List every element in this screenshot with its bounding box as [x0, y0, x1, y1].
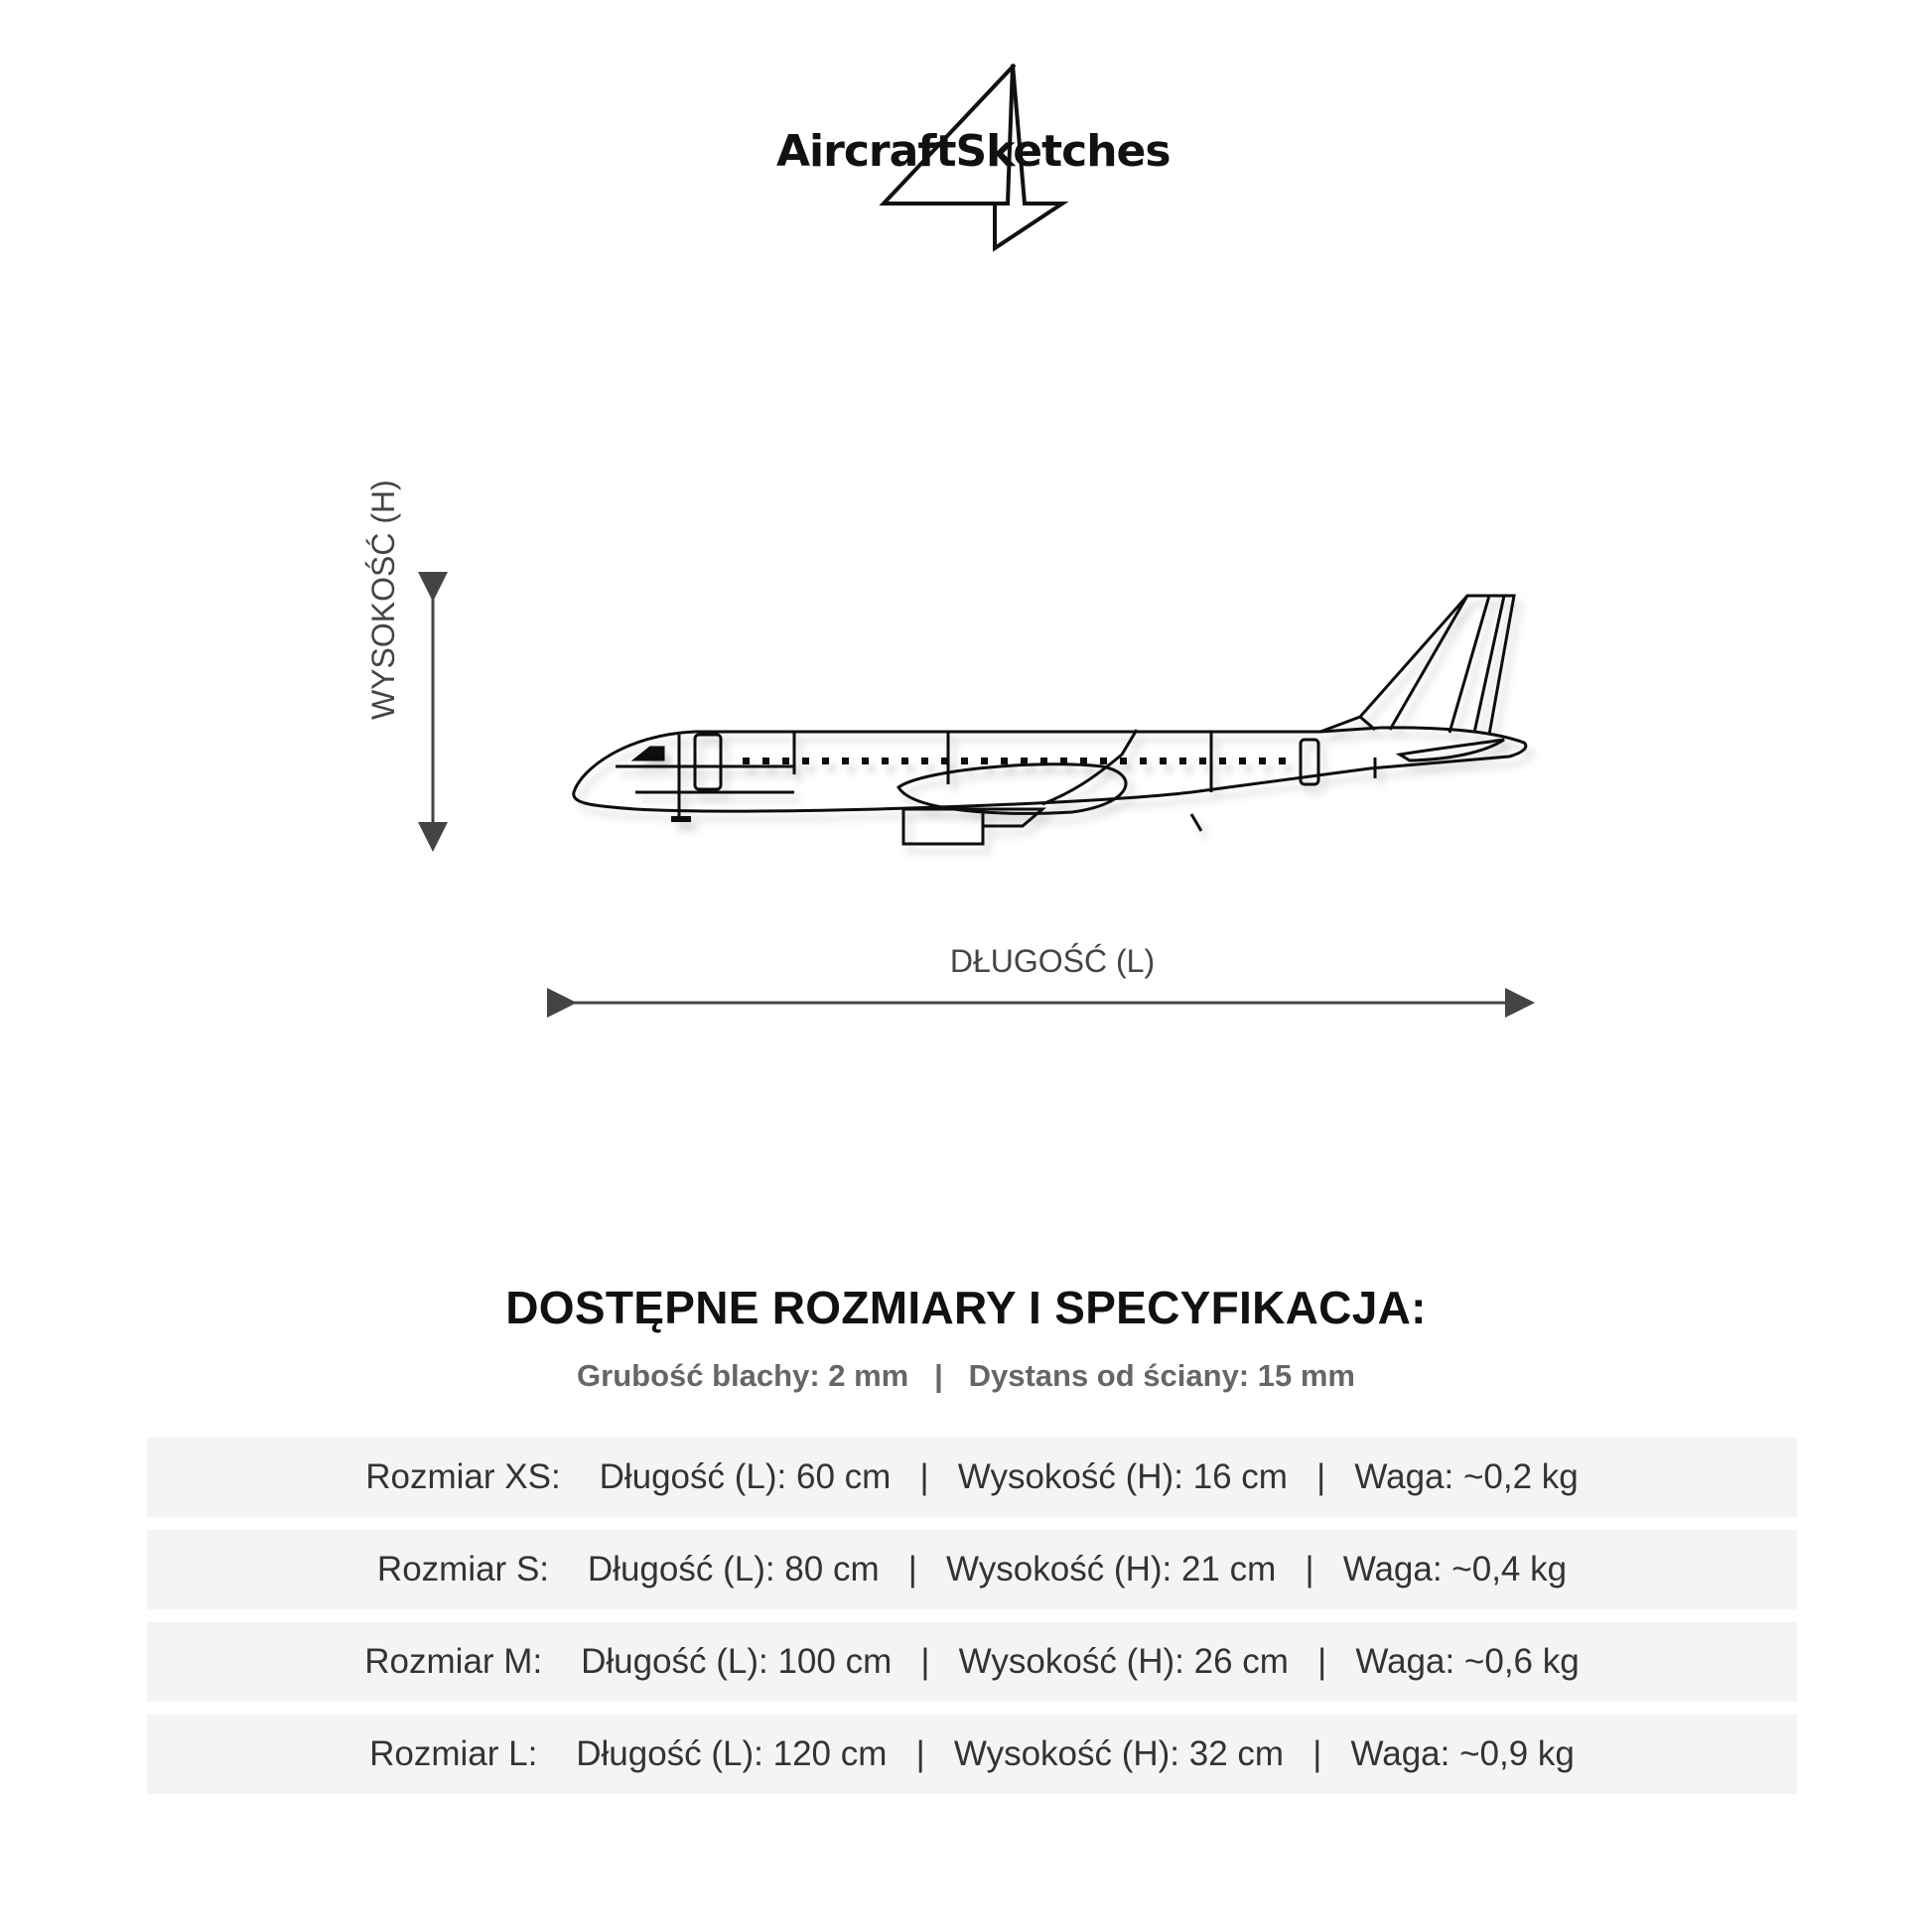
spec-title: DOSTĘPNE ROZMIARY I SPECYFIKACJA: [505, 1282, 1427, 1333]
spec-subtitle: Grubość blachy: 2 mm | Dystans od ściany: 15 mm [577, 1358, 1355, 1393]
size-row-l: Rozmiar L: Długość (L): 120 cm | Wysokość (H): 32 cm | Waga: ~0,9 kg [147, 1715, 1797, 1794]
height-label: WYSOKOŚĆ (H) [365, 480, 401, 720]
size-row-s: Rozmiar S: Długość (L): 80 cm | Wysokość (H): 21 cm | Waga: ~0,4 kg [147, 1530, 1797, 1609]
brand-name: AircraftSketches [776, 126, 1171, 177]
size-row-xs: Rozmiar XS: Długość (L): 60 cm | Wysokość (H): 16 cm | Waga: ~0,2 kg [147, 1438, 1797, 1517]
size-row-m: Rozmiar M: Długość (L): 100 cm | Wysokość (H): 26 cm | Waga: ~0,6 kg [147, 1622, 1797, 1702]
airliner-side-view-icon [574, 596, 1526, 844]
brand-logo [764, 55, 1181, 263]
size-list [147, 1438, 1797, 1807]
length-label: DŁUGOŚĆ (L) [949, 943, 1156, 979]
